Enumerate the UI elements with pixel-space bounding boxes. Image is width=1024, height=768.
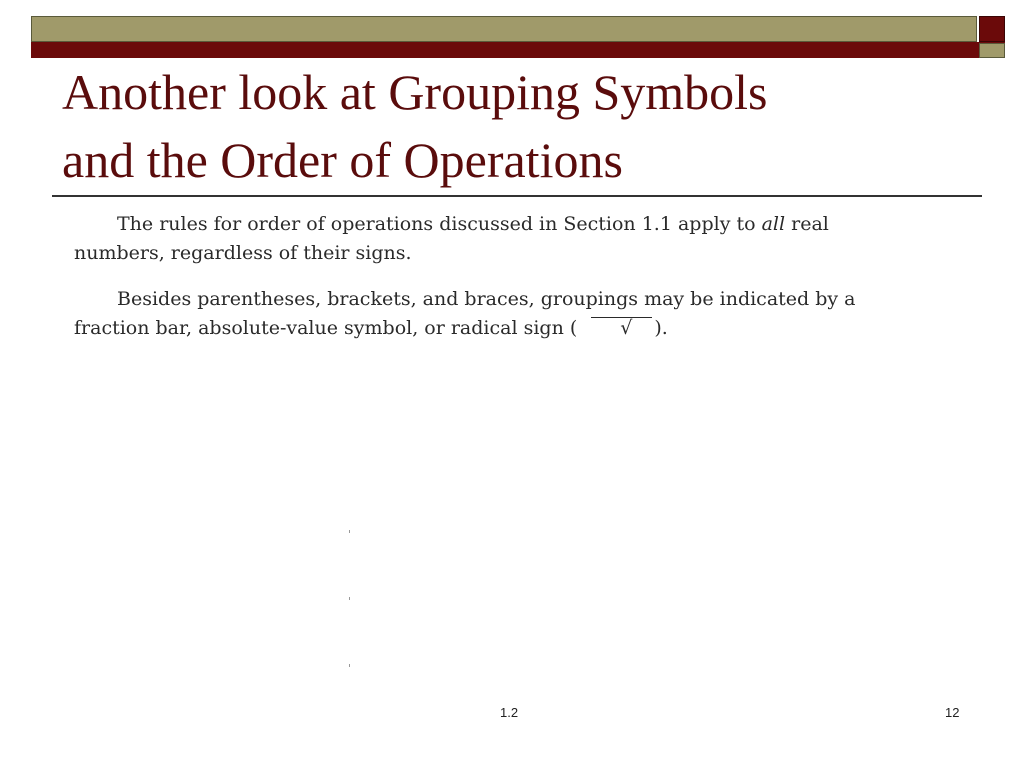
header-square-maroon bbox=[979, 16, 1005, 42]
paragraph-1-text-end: real numbers, regardless of their signs. bbox=[74, 213, 829, 264]
faint-mark bbox=[349, 597, 350, 600]
paragraph-1-emphasis: all bbox=[761, 213, 786, 235]
slide-body bbox=[74, 210, 884, 360]
paragraph-order-of-operations bbox=[74, 210, 884, 268]
paragraph-2-closing: ). bbox=[654, 317, 668, 339]
title-divider bbox=[52, 195, 982, 197]
slide-title-line-2: and the Order of Operations bbox=[62, 132, 623, 188]
faint-mark bbox=[349, 664, 350, 667]
paragraph-1-text: The rules for order of operations discussed in Section 1.1 apply to bbox=[117, 213, 762, 235]
page-number: 12 bbox=[945, 705, 960, 720]
footer-section-label: 1.2 bbox=[500, 705, 519, 720]
paragraph-grouping-symbols bbox=[74, 285, 884, 343]
faint-mark bbox=[349, 530, 350, 533]
radical-sign-icon: √ bbox=[577, 314, 654, 343]
slide-title bbox=[62, 58, 962, 194]
header-banner-olive bbox=[31, 16, 977, 42]
paragraph-2-text: Besides parentheses, brackets, and braces, groupings may be indicated by a fraction bar, absolute-value symbol, or radical sign ( bbox=[74, 288, 856, 339]
header-banner-maroon bbox=[31, 42, 1005, 58]
slide-title-line-1: Another look at Grouping Symbols bbox=[62, 64, 768, 120]
header-square-olive bbox=[979, 43, 1005, 58]
